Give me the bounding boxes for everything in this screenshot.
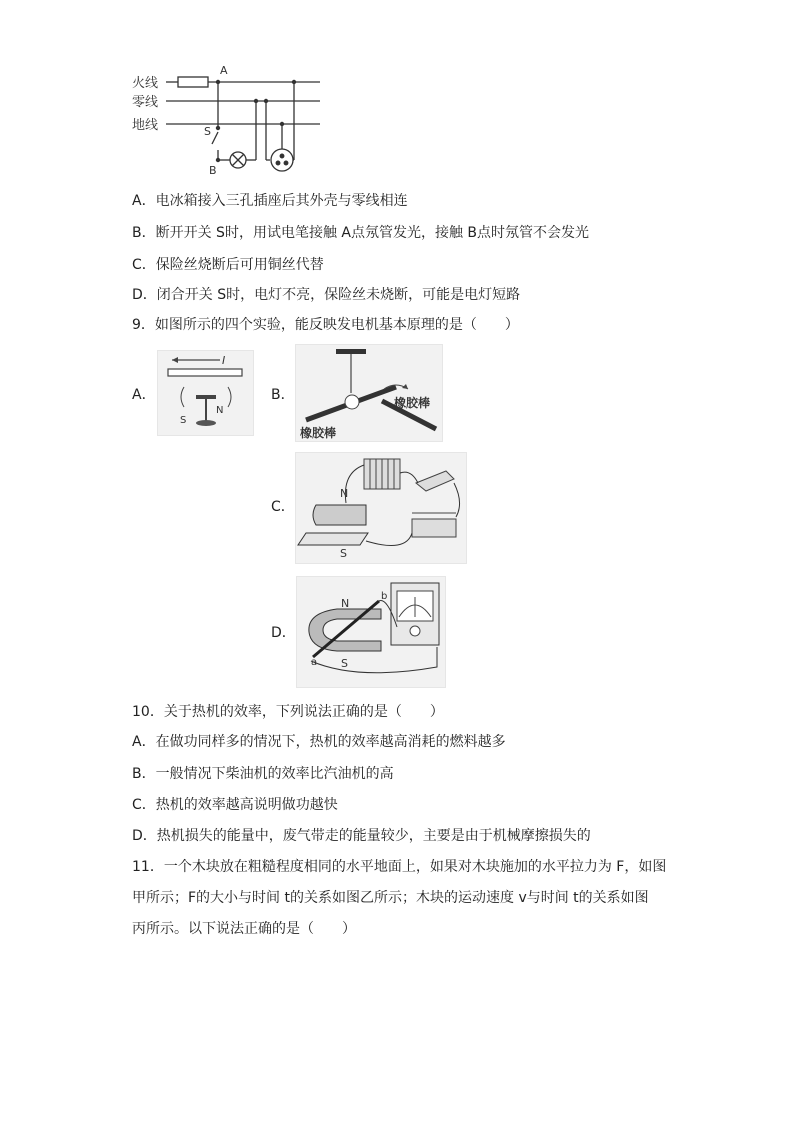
zero-line-label: 零线 [132, 95, 159, 110]
rubber-rod-label-1: 橡胶棒 [300, 426, 337, 440]
q11-line-2: 甲所示；F的大小与时间 t的关系如图乙所示；木块的运动速度 v与时间 t的关系如图 [132, 890, 649, 906]
q9-label-a: A． [132, 387, 156, 403]
q8-option-c: C．保险丝烧断后可用铜丝代替 [132, 257, 324, 273]
q11-line-3: 丙所示。以下说法正确的是（ ） [132, 921, 356, 937]
q9-image-a [157, 350, 254, 436]
pole-s-label: S [340, 547, 347, 560]
q9-image-c [295, 452, 467, 564]
current-i-label: I [222, 354, 226, 367]
q10-option-a: A．在做功同样多的情况下，热机的效率越高消耗的燃料越多 [132, 734, 506, 750]
circuit-diagram [130, 62, 330, 182]
q8-option-d: D．闭合开关 S时，电灯不亮，保险丝未烧断，可能是电灯短路 [132, 287, 521, 303]
pole-s-label: S [180, 415, 187, 426]
end-a-label: a [311, 657, 318, 668]
pole-n-label: N [341, 597, 350, 610]
rubber-rod-label-2: 橡胶棒 [394, 396, 431, 410]
pole-n-label: N [216, 405, 224, 416]
q9-stem: 9．如图所示的四个实验，能反映发电机基本原理的是（ ） [132, 317, 519, 333]
switch-s-label: S [204, 125, 211, 138]
ground-line-label: 地线 [132, 118, 159, 133]
q11-line-1: 11．一个木块放在粗糙程度相同的水平地面上，如果对木块施加的水平拉力为 F，如图 [132, 859, 667, 875]
q10-option-b: B．一般情况下柴油机的效率比汽油机的高 [132, 766, 394, 782]
q9-label-d: D． [271, 625, 296, 641]
q8-option-b: B．断开开关 S时，用试电笔接触 A点氖管发光，接触 B点时氖管不会发光 [132, 225, 590, 241]
q10-option-c: C．热机的效率越高说明做功越快 [132, 797, 338, 813]
q10-option-d: D．热机损失的能量中，废气带走的能量较少，主要是由于机械摩擦损失的 [132, 828, 591, 844]
fire-line-label: 火线 [132, 76, 159, 91]
q8-option-a: A．电冰箱接入三孔插座后其外壳与零线相连 [132, 193, 408, 209]
pole-n-label: N [340, 487, 349, 500]
q9-label-c: C． [271, 499, 295, 515]
q10-stem: 10．关于热机的效率，下列说法正确的是（ ） [132, 704, 444, 720]
end-b-label: b [381, 591, 388, 602]
point-a-label: A [220, 64, 228, 77]
point-b-label: B [209, 164, 217, 177]
q9-image-d [296, 576, 446, 688]
q9-image-b [295, 344, 443, 442]
q9-label-b: B． [271, 387, 295, 403]
pole-s-label: S [341, 657, 348, 670]
